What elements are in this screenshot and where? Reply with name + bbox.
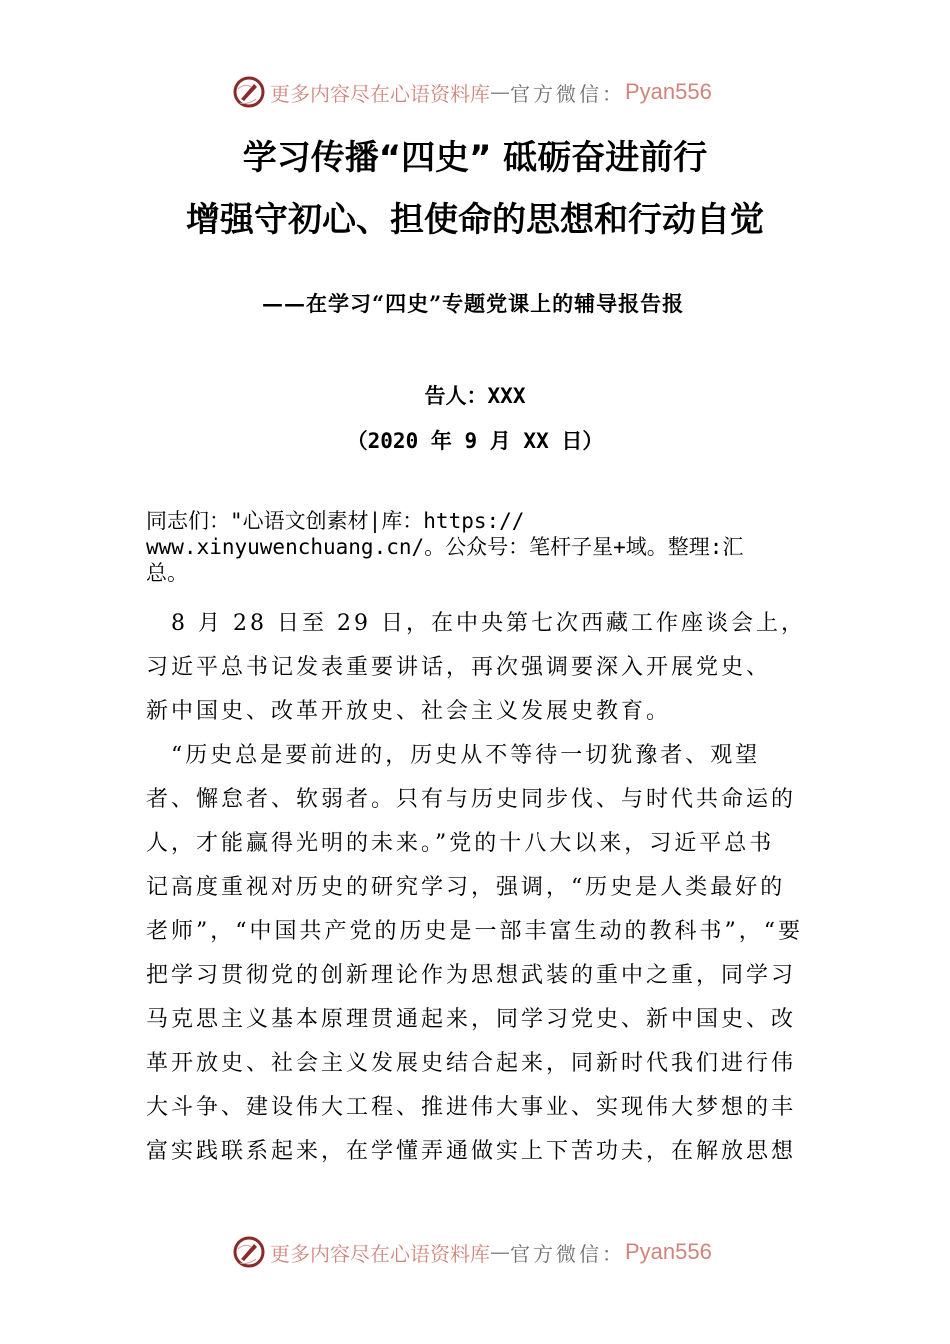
intro-line: 同志们："心语文创素材|库：https:// bbox=[146, 509, 525, 533]
paragraph-line: 人，才能赢得光明的未来。”党的十八大以来，习近平总书 bbox=[146, 831, 775, 856]
paragraph-line: 富实践联系起来，在学懂弄通做实上下苦功夫，在解放思想 bbox=[146, 1139, 797, 1164]
quill-pen-logo-icon bbox=[232, 75, 266, 109]
quill-pen-logo-icon bbox=[232, 1235, 266, 1269]
paragraph-1 bbox=[146, 602, 826, 734]
banner-wechat-label: 官方微信： bbox=[510, 1241, 625, 1266]
speaker-line: 告人：XXX bbox=[424, 384, 526, 408]
banner-site-text: 更多内容尽在心语资料库 bbox=[270, 81, 490, 106]
paragraph-line: 8 月 28 日至 29 日，在中央第七次西藏工作座谈会上， bbox=[146, 611, 806, 636]
document-title-line2: 增强守初心、担使命的思想和行动自觉 bbox=[186, 200, 764, 240]
paragraph-line: 大斗争、建设伟大工程、推进伟大事业、实现伟大梦想的丰 bbox=[146, 1095, 797, 1120]
banner-wechat-id: Pyan556 bbox=[625, 79, 712, 104]
paragraph-2 bbox=[146, 734, 826, 1174]
banner-dash: — bbox=[490, 1240, 510, 1264]
document-subtitle: ——在学习“四史”专题党课上的辅导报告报 bbox=[262, 291, 685, 316]
document-title-line1: 学习传播“四史” 砥砺奋进前行 bbox=[242, 138, 708, 178]
paragraph-line: 新中国史、改革开放史、社会主义发展史教育。 bbox=[146, 699, 672, 724]
date-line: （2020 年 9 月 XX 日） bbox=[346, 429, 604, 453]
header-banner bbox=[232, 72, 732, 112]
paragraph-line: 马克思主义基本原理贯通起来，同学习党史、新中国史、改 bbox=[146, 1007, 797, 1032]
paragraph-line: 老师”，“中国共产党的历史是一部丰富生动的教科书”，“要 bbox=[146, 919, 803, 944]
paragraph-line: “历史总是要前进的，历史从不等待一切犹豫者、观望 bbox=[146, 743, 761, 768]
footer-banner bbox=[232, 1232, 732, 1272]
paragraph-line: 者、懈怠者、软弱者。只有与历史同步伐、与时代共命运的 bbox=[146, 787, 797, 812]
banner-wechat-id: Pyan556 bbox=[625, 1239, 712, 1264]
banner-dash: — bbox=[490, 80, 510, 104]
banner-wechat-label: 官方微信： bbox=[510, 81, 625, 106]
paragraph-line: 把学习贯彻党的创新理论作为思想武装的重中之重，同学习 bbox=[146, 963, 797, 988]
paragraph-line: 习近平总书记发表重要讲话，再次强调要深入开展党史、 bbox=[146, 655, 772, 680]
intro-paragraph bbox=[146, 508, 826, 586]
intro-line: 总。 bbox=[146, 561, 188, 585]
paragraph-line: 革开放史、社会主义发展史结合起来，同新时代我们进行伟 bbox=[146, 1051, 797, 1076]
banner-site-text: 更多内容尽在心语资料库 bbox=[270, 1241, 490, 1266]
paragraph-line: 记高度重视对历史的研究学习，强调，“历史是人类最好的 bbox=[146, 875, 786, 900]
intro-line: www.xinyuwenchuang.cn/。公众号：笔杆子星+域。整理:汇 bbox=[146, 535, 744, 559]
